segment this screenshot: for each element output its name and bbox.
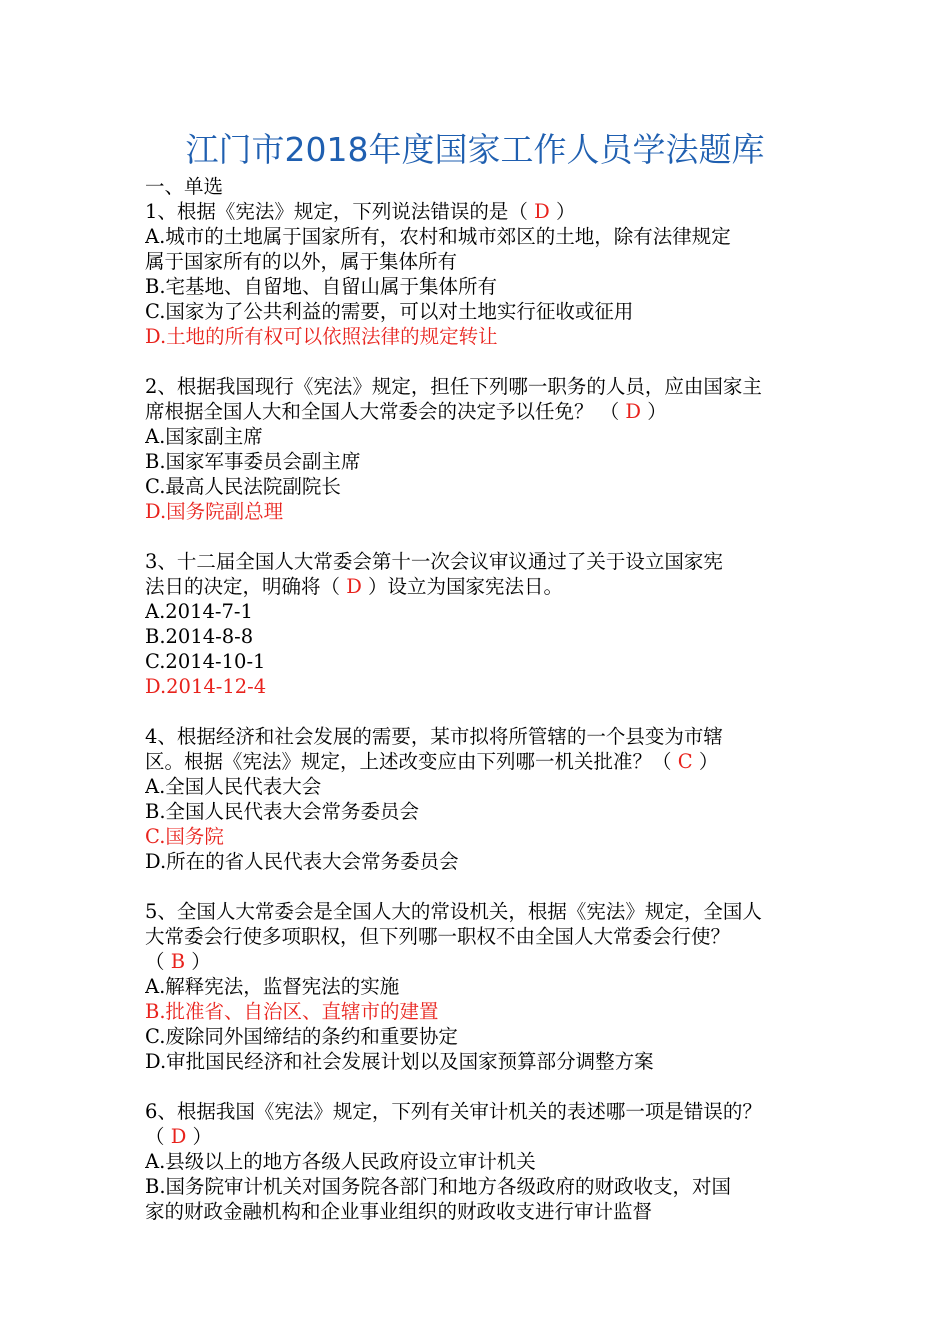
option-correct: D.土地的所有权可以依照法律的规定转让 <box>145 325 498 348</box>
answer-letter: D <box>534 200 550 223</box>
question-stem-line <box>145 924 815 949</box>
option: A.全国人民代表大会 <box>145 775 322 798</box>
option: B.国家军事委员会副主席 <box>145 450 361 473</box>
stem-text: 6、根据我国《宪法》规定，下列有关审计机关的表述哪一项是错误的？ <box>145 1100 762 1123</box>
question-stem-line <box>145 724 815 749</box>
stem-text-tail: ） <box>186 1125 213 1148</box>
option: D.审批国民经济和社会发展计划以及国家预算部分调整方案 <box>145 1050 654 1073</box>
question-spacer <box>145 524 815 549</box>
stem-text-tail: ） <box>641 400 667 423</box>
stem-text: 4、根据经济和社会发展的需要，某市拟将所管辖的一个县变为市辖 <box>145 725 723 748</box>
option: A.城市的土地属于国家所有，农村和城市郊区的土地，除有法律规定 <box>145 225 731 248</box>
option: B.国务院审计机关对国务院各部门和地方各级政府的财政收支，对国 <box>145 1175 732 1198</box>
stem-text: 席根据全国人大和全国人大常委会的决定予以任免？ （ <box>145 400 626 423</box>
question-stem-line <box>145 1124 815 1149</box>
question-stem-line <box>145 199 815 224</box>
option: C.废除同外国缔结的条约和重要协定 <box>145 1025 458 1048</box>
question-spacer <box>145 699 815 724</box>
option: 家的财政金融机构和企业事业组织的财政收支进行审计监督 <box>145 1200 653 1223</box>
question-stem-line <box>145 949 815 974</box>
stem-text-tail: ）设立为国家宪法日。 <box>361 575 564 598</box>
answer-letter: D <box>170 1125 187 1148</box>
option: B.2014-8-8 <box>145 625 254 648</box>
stem-text-tail: ） <box>692 750 719 773</box>
question-4 <box>145 724 815 874</box>
question-5 <box>145 899 815 1074</box>
option: A.2014-7-1 <box>145 600 253 623</box>
question-stem-line <box>145 749 815 774</box>
option-correct: D.国务院副总理 <box>145 500 284 523</box>
stem-text: 1、根据《宪法》规定，下列说法错误的是（ <box>145 200 535 223</box>
option-correct: D.2014-12-4 <box>145 675 267 698</box>
question-stem-line <box>145 549 815 574</box>
option: C.国家为了公共利益的需要，可以对土地实行征收或征用 <box>145 300 634 323</box>
option: 属于国家所有的以外，属于集体所有 <box>145 250 458 273</box>
answer-letter: C <box>677 750 693 773</box>
question-1 <box>145 199 815 349</box>
questions-container <box>145 199 815 1224</box>
option-correct: C.国务院 <box>145 825 224 848</box>
stem-text-tail: ） <box>185 950 211 973</box>
question-spacer <box>145 874 815 899</box>
question-6 <box>145 1099 815 1224</box>
question-stem-line <box>145 374 815 399</box>
question-spacer <box>145 1074 815 1099</box>
stem-text: 法日的决定，明确将（ <box>145 575 347 598</box>
question-stem-line <box>145 899 815 924</box>
question-list <box>145 174 815 1224</box>
option: C.最高人民法院副院长 <box>145 475 341 498</box>
stem-text: 2、根据我国现行《宪法》规定，担任下列哪一职务的人员，应由国家主 <box>145 375 762 398</box>
option: C.2014-10-1 <box>145 650 266 673</box>
question-2 <box>145 374 815 524</box>
option-correct: B.批准省、自治区、直辖市的建置 <box>145 1000 439 1023</box>
stem-text: 大常委会行使多项职权，但下列哪一职权不由全国人大常委会行使？ <box>145 925 731 948</box>
answer-letter: B <box>170 950 186 973</box>
stem-text: 3、十二届全国人大常委会第十一次会议审议通过了关于设立国家宪 <box>145 550 723 573</box>
option: B.全国人民代表大会常务委员会 <box>145 800 420 823</box>
answer-letter: D <box>346 575 362 598</box>
question-stem-line <box>145 574 815 599</box>
option: A.解释宪法，监督宪法的实施 <box>145 975 400 998</box>
option: B.宅基地、自留地、自留山属于集体所有 <box>145 275 498 298</box>
stem-text: （ <box>145 1125 171 1148</box>
option: A.国家副主席 <box>145 425 263 448</box>
section-heading: 一、单选 <box>145 175 224 198</box>
stem-text: 5、全国人大常委会是全国人大的常设机关，根据《宪法》规定，全国人 <box>145 900 762 923</box>
stem-text: 区。根据《宪法》规定，上述改变应由下列哪一机关批准？（ <box>145 750 678 773</box>
document-title: 江门市2018年度国家工作人员学法题库 <box>185 130 765 169</box>
question-stem-line <box>145 1099 815 1124</box>
option: D.所在的省人民代表大会常务委员会 <box>145 850 459 873</box>
stem-text-tail: ） <box>549 200 576 223</box>
stem-text: （ <box>145 950 171 973</box>
question-3 <box>145 549 815 699</box>
question-spacer <box>145 349 815 374</box>
option: A.县级以上的地方各级人民政府设立审计机关 <box>145 1150 536 1173</box>
answer-letter: D <box>625 400 642 423</box>
question-stem-line <box>145 399 815 424</box>
